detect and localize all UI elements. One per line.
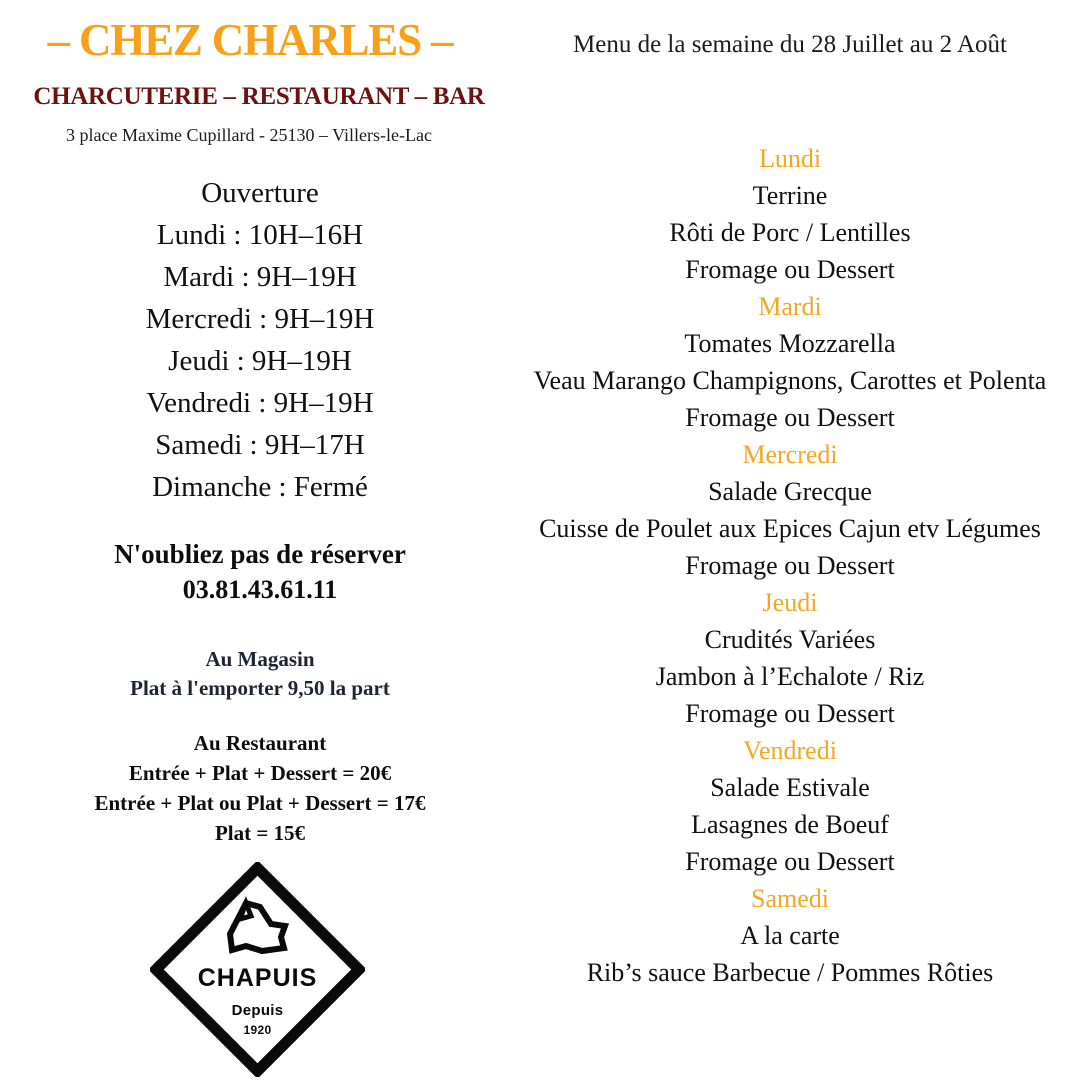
day-heading: Lundi	[758, 144, 822, 173]
restaurant-pricing-block	[0, 728, 520, 848]
restaurant-price-row: Entrée + Plat ou Plat + Dessert = 17€	[94, 791, 426, 815]
day-heading: Mardi	[758, 292, 822, 321]
reservation-phone-number[interactable]: 03.81.43.61.11	[182, 575, 338, 604]
menu-day-samedi	[500, 880, 1080, 991]
week-range-title: Menu de la semaine du 28 Juillet au 2 Août	[573, 31, 1007, 58]
shop-pricing-block	[0, 645, 520, 703]
restaurant-price-row: Entrée + Plat + Dessert = 20€	[128, 761, 392, 785]
menu-dish: Cuisse de Poulet aux Epices Cajun etv Légumes	[539, 514, 1041, 543]
restaurant-tagline: CHARCUTERIE – RESTAURANT – BAR	[33, 83, 485, 110]
weekly-menu-column	[500, 0, 1080, 1080]
restaurant-name: – CHEZ CHARLES –	[47, 15, 453, 65]
menu-dish: Crudités Variées	[704, 625, 876, 654]
menu-day-jeudi	[500, 584, 1080, 732]
chapuis-logo-name: CHAPUIS	[197, 964, 318, 992]
menu-dish: Fromage ou Dessert	[685, 699, 895, 728]
chapuis-logo-since-label: Depuis	[231, 1002, 284, 1019]
menu-dish: Terrine	[752, 181, 828, 210]
menu-day-mercredi	[500, 436, 1080, 584]
menu-dish: Fromage ou Dessert	[685, 551, 895, 580]
day-heading: Samedi	[751, 884, 829, 913]
menu-dish: Fromage ou Dessert	[685, 847, 895, 876]
opening-hours-row: Lundi : 10H–16H	[156, 219, 364, 251]
day-heading: Mercredi	[742, 440, 838, 469]
menu-dish: A la carte	[740, 921, 840, 950]
opening-hours-block	[0, 172, 520, 508]
menu-day-mardi	[500, 288, 1080, 436]
menu-dish: Veau Marango Champignons, Carottes et Polenta	[533, 366, 1047, 395]
reservation-block	[0, 536, 520, 608]
menu-dish: Fromage ou Dessert	[685, 255, 895, 284]
opening-hours-row: Mardi : 9H–19H	[163, 261, 357, 293]
day-heading: Vendredi	[743, 736, 837, 765]
opening-hours-row: Mercredi : 9H–19H	[145, 303, 375, 335]
day-heading: Jeudi	[762, 588, 818, 617]
menu-dish: Rib’s sauce Barbecue / Pommes Rôties	[586, 958, 994, 987]
menu-day-lundi	[500, 140, 1080, 288]
pig-head-icon	[230, 903, 285, 951]
restaurant-heading: Au Restaurant	[193, 731, 327, 755]
menu-day-vendredi	[500, 732, 1080, 880]
opening-hours-row: Jeudi : 9H–19H	[168, 345, 352, 377]
menu-days-list	[500, 140, 1080, 991]
chapuis-logo-svg	[150, 862, 365, 1077]
reservation-prompt: N'oubliez pas de réserver	[114, 539, 406, 569]
menu-dish: Rôti de Porc / Lentilles	[669, 218, 911, 247]
shop-heading: Au Magasin	[205, 647, 315, 671]
menu-dish: Tomates Mozzarella	[684, 329, 896, 358]
chapuis-logo	[150, 862, 365, 1077]
opening-hours-title: Ouverture	[201, 177, 319, 209]
menu-dish: Salade Grecque	[708, 477, 872, 506]
info-column	[0, 0, 520, 1080]
opening-hours-row: Vendredi : 9H–19H	[146, 387, 374, 419]
menu-dish: Fromage ou Dessert	[685, 403, 895, 432]
menu-dish: Lasagnes de Boeuf	[691, 810, 889, 839]
restaurant-address: 3 place Maxime Cupillard - 25130 – Villers-le-Lac	[66, 125, 432, 145]
opening-hours-row: Samedi : 9H–17H	[155, 429, 365, 461]
menu-dish: Salade Estivale	[710, 773, 870, 802]
menu-dish: Jambon à l’Echalote / Riz	[655, 662, 925, 691]
opening-hours-row: Dimanche : Fermé	[152, 471, 368, 503]
restaurant-price-row: Plat = 15€	[214, 821, 306, 845]
shop-takeaway-price: Plat à l'emporter 9,50 la part	[130, 676, 390, 700]
chapuis-logo-since-year: 1920	[243, 1023, 272, 1037]
